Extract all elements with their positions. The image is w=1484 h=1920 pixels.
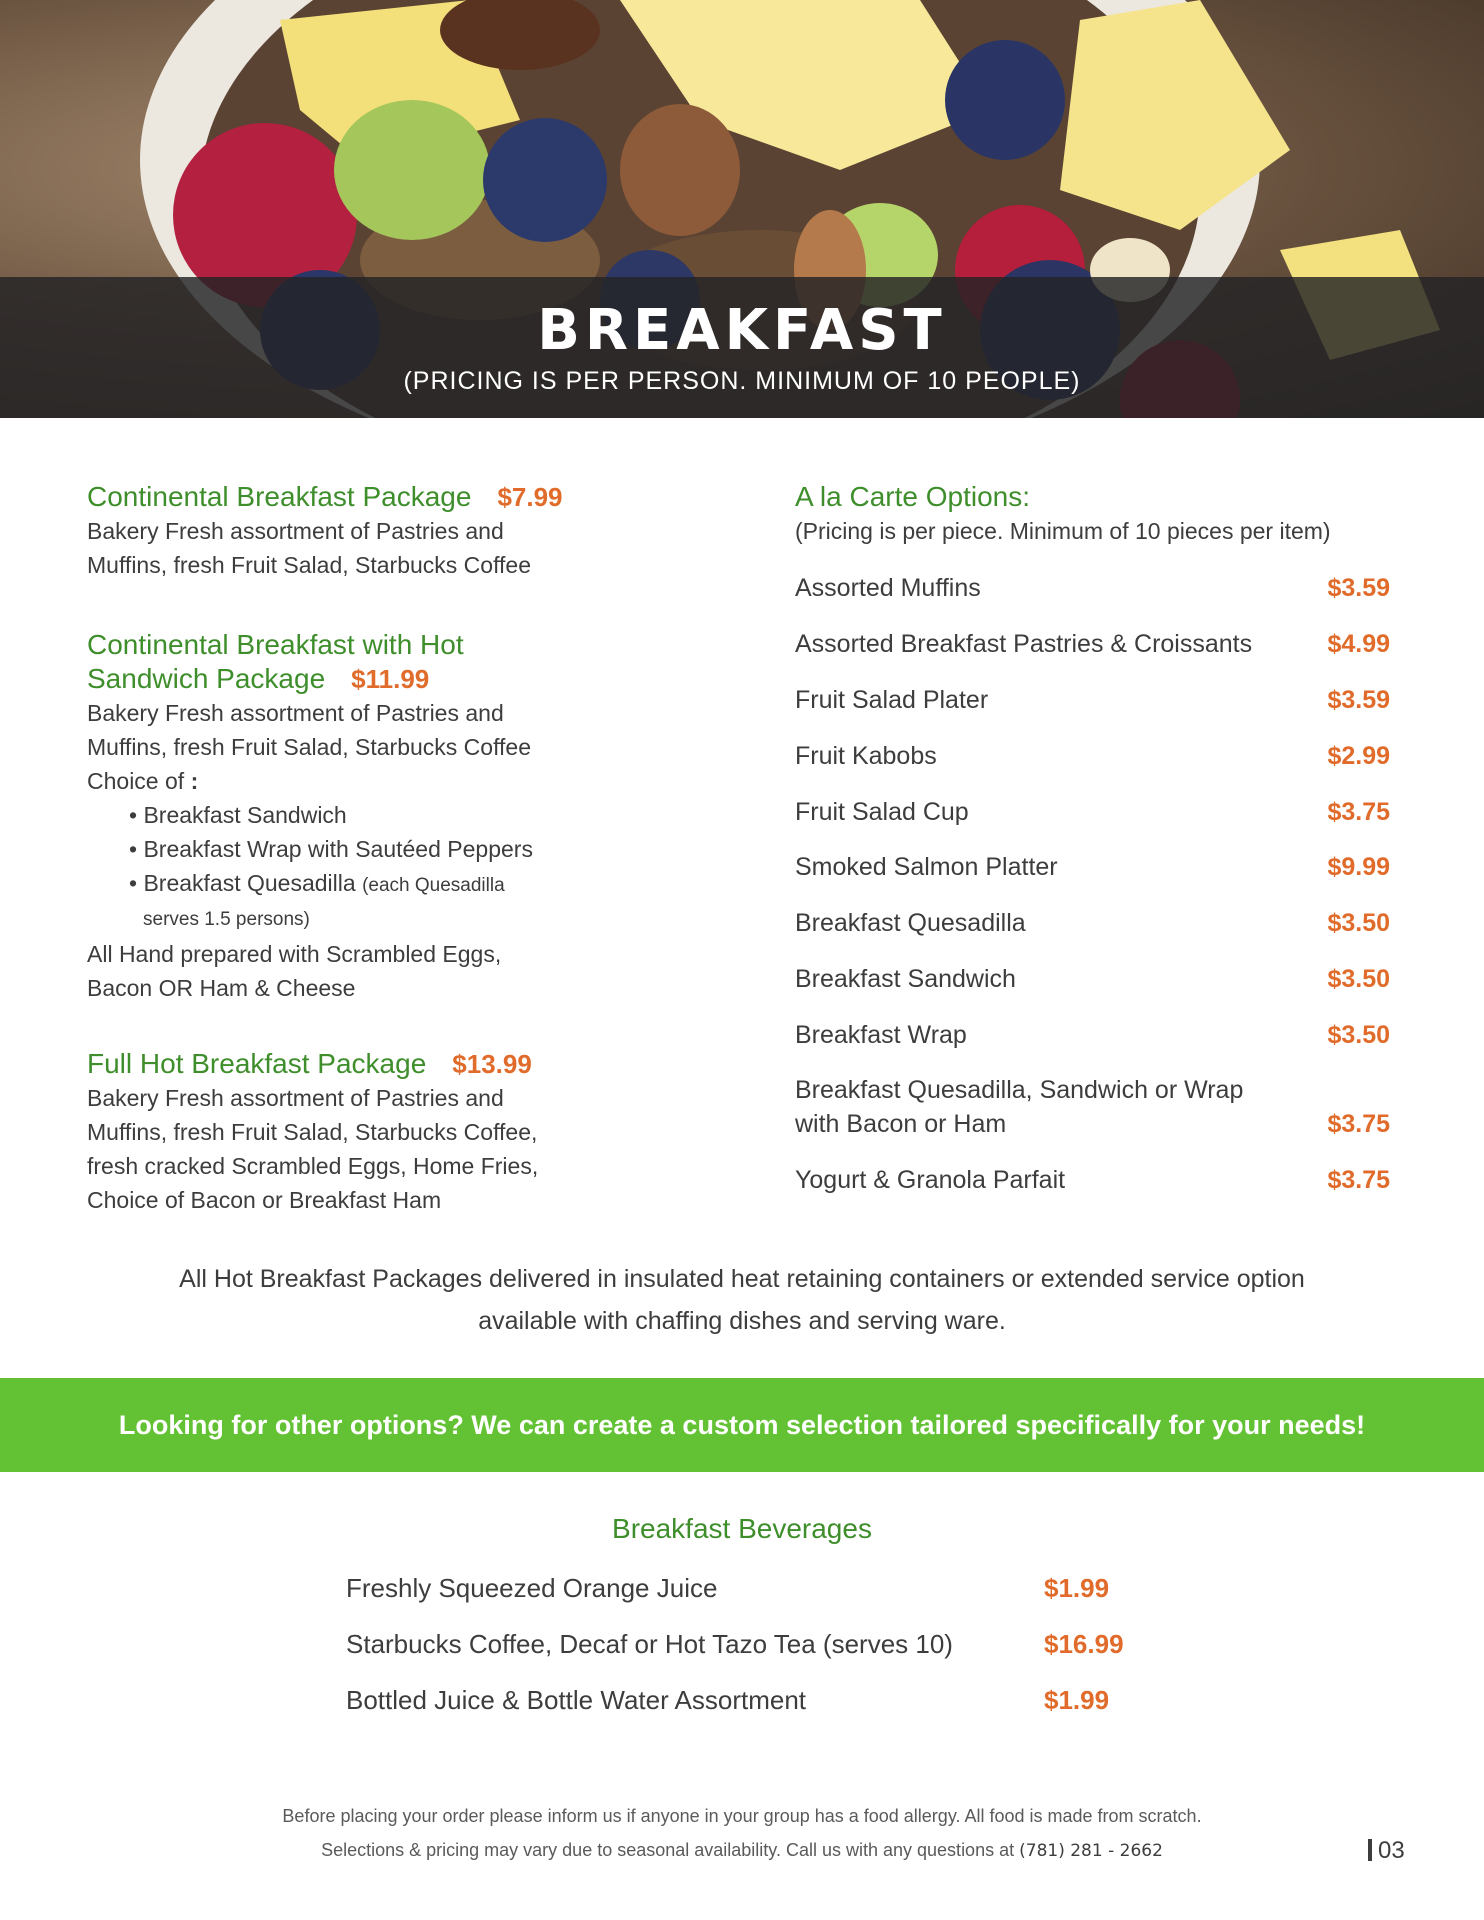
- choice-bullet-note-continued: serves 1.5 persons): [143, 909, 310, 930]
- a-la-carte-item: [795, 683, 1390, 717]
- page-title: BREAKFAST: [537, 298, 947, 363]
- package-description-line: Bakery Fresh assortment of Pastries and: [87, 1085, 504, 1111]
- banner-text: Looking for other options? We can create a custom selection tailored specifically for your needs!: [118, 1410, 1366, 1440]
- package-description-line: Muffins, fresh Fruit Salad, Starbucks Coffee: [87, 734, 532, 760]
- item-name: Fruit Salad Cup: [795, 798, 969, 826]
- a-la-carte-note: (Pricing is per piece. Minimum of 10 pieces per item): [795, 518, 1331, 544]
- beverages-title: Breakfast Beverages: [612, 1513, 872, 1544]
- beverage-price: $16.99: [1044, 1629, 1124, 1659]
- beverage-item: [346, 1683, 1136, 1717]
- item-name: with Bacon or Ham: [795, 1110, 1007, 1138]
- choice-bullet: • Breakfast Wrap with Sautéed Peppers: [129, 836, 533, 862]
- delivery-note-line: available with chaffing dishes and serving ware.: [478, 1307, 1006, 1335]
- package-title: Continental Breakfast Package: [87, 481, 472, 512]
- beverage-name: Bottled Juice & Bottle Water Assortment: [346, 1685, 807, 1715]
- package-price: $13.99: [452, 1049, 532, 1079]
- item-name: Breakfast Quesadilla: [795, 909, 1026, 937]
- package-price: $11.99: [351, 664, 430, 694]
- item-price: $3.75: [1327, 1166, 1390, 1194]
- page-number-text: 03: [1378, 1837, 1405, 1864]
- choice-bullet: • Breakfast Sandwich: [129, 802, 347, 828]
- item-name: Assorted Breakfast Pastries & Croissants: [795, 630, 1253, 658]
- a-la-carte-header: [795, 480, 1395, 548]
- package-price: $7.99: [497, 482, 563, 512]
- item-name: Breakfast Sandwich: [795, 965, 1016, 993]
- a-la-carte-item: [795, 1073, 1390, 1141]
- item-name: Smoked Salmon Platter: [795, 853, 1058, 881]
- item-name: Assorted Muffins: [795, 574, 981, 602]
- beverage-item: [346, 1627, 1136, 1661]
- a-la-carte-item: [795, 571, 1390, 605]
- page-subtitle: (PRICING IS PER PERSON. MINIMUM OF 10 PEOPLE): [403, 367, 1081, 395]
- custom-options-banner: [0, 1378, 1484, 1472]
- a-la-carte-title: A la Carte Options:: [795, 481, 1031, 512]
- item-name: Yogurt & Granola Parfait: [795, 1166, 1066, 1194]
- item-price: $3.59: [1327, 686, 1390, 714]
- beverage-name: Starbucks Coffee, Decaf or Hot Tazo Tea (serves 10): [346, 1629, 953, 1659]
- package-title: Full Hot Breakfast Package: [87, 1048, 427, 1079]
- beverage-price: $1.99: [1044, 1573, 1110, 1603]
- package-title: Sandwich Package: [87, 663, 326, 694]
- footer-contact-text: Selections & pricing may vary due to seasonal availability. Call us with any questions at: [321, 1840, 1015, 1860]
- item-price: $2.99: [1327, 742, 1390, 770]
- beverage-name: Freshly Squeezed Orange Juice: [346, 1573, 718, 1603]
- choice-label-text: Choice of: [87, 768, 185, 794]
- delivery-note: [0, 1258, 1484, 1342]
- item-price: $3.50: [1327, 909, 1390, 937]
- hero-image: [0, 0, 1484, 418]
- footer-contact-note: [0, 1840, 1484, 1861]
- continental-package: [87, 480, 647, 582]
- a-la-carte-item: [795, 739, 1390, 773]
- item-name: Fruit Salad Plater: [795, 686, 989, 714]
- package-description-line: Choice of Bacon or Breakfast Ham: [87, 1187, 442, 1213]
- a-la-carte-item: [795, 850, 1390, 884]
- choice-bullet: [87, 866, 647, 903]
- choice-label: [87, 764, 647, 798]
- item-price: $3.50: [1327, 965, 1390, 993]
- package-description-line: Muffins, fresh Fruit Salad, Starbucks Coffee,: [87, 1119, 538, 1145]
- choice-colon: :: [190, 768, 199, 794]
- hot-sandwich-package: [87, 628, 647, 1005]
- item-price: $3.75: [1327, 798, 1390, 826]
- item-price: $3.75: [1327, 1110, 1390, 1138]
- package-description-line: Muffins, fresh Fruit Salad, Starbucks Coffee: [87, 552, 532, 578]
- choice-bullet-note: (each Quesadilla: [362, 875, 505, 896]
- package-description-line: fresh cracked Scrambled Eggs, Home Fries,: [87, 1153, 539, 1179]
- beverage-price: $1.99: [1044, 1685, 1110, 1715]
- package-description-line: Bakery Fresh assortment of Pastries and: [87, 518, 504, 544]
- package-footer-line: Bacon OR Ham & Cheese: [87, 975, 356, 1001]
- delivery-note-line: All Hot Breakfast Packages delivered in insulated heat retaining containers or extended service option: [179, 1265, 1305, 1293]
- beverage-item: [346, 1571, 1136, 1605]
- package-title: Continental Breakfast with Hot: [87, 629, 464, 660]
- item-name: Breakfast Wrap: [795, 1021, 967, 1049]
- a-la-carte-item: [795, 627, 1390, 661]
- a-la-carte-item: [795, 795, 1390, 829]
- item-price: $3.50: [1327, 1021, 1390, 1049]
- item-name: Breakfast Quesadilla, Sandwich or Wrap: [795, 1076, 1244, 1104]
- a-la-carte-item: [795, 906, 1390, 940]
- footer-allergy-note: Before placing your order please inform us if anyone in your group has a food allergy. All food is made from scratch.: [282, 1806, 1202, 1826]
- a-la-carte-item: [795, 1018, 1390, 1052]
- package-footer-line: All Hand prepared with Scrambled Eggs,: [87, 941, 502, 967]
- item-price: $4.99: [1327, 630, 1390, 658]
- package-description-line: Bakery Fresh assortment of Pastries and: [87, 700, 504, 726]
- item-price: $3.59: [1327, 574, 1390, 602]
- a-la-carte-item: [795, 962, 1390, 996]
- page-number-divider: [1368, 1839, 1372, 1861]
- a-la-carte-item: [795, 1163, 1390, 1197]
- full-hot-package: [87, 1047, 647, 1217]
- item-name: Fruit Kabobs: [795, 742, 937, 770]
- page-number: [1368, 1837, 1405, 1865]
- item-price: $9.99: [1327, 853, 1390, 881]
- footer-phone: (781) 281 - 2662: [1019, 1841, 1163, 1861]
- choice-bullet-text: • Breakfast Quesadilla: [129, 870, 356, 896]
